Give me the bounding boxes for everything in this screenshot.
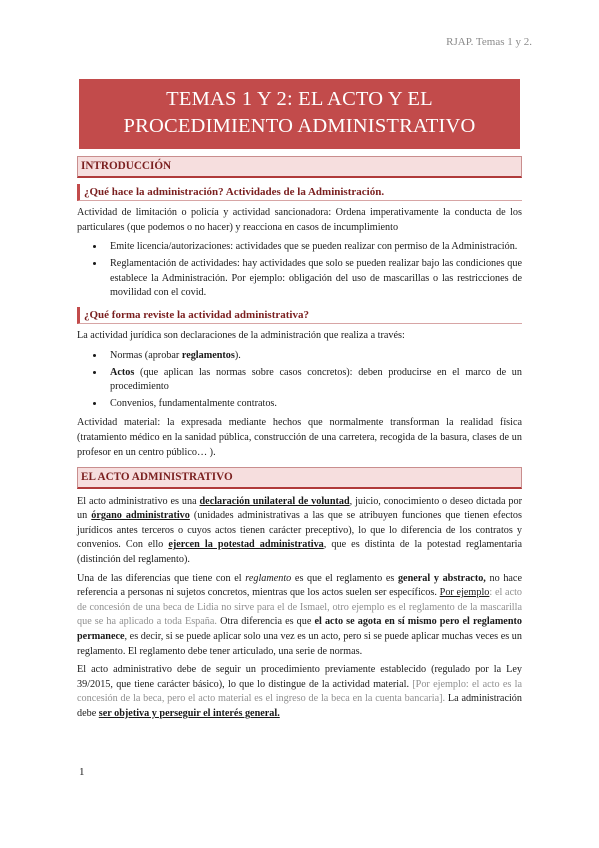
list-item: • Reglamentación de actividades: hay actividades que solo se pueden realizar bajo las condiciones que establece la Administración. Por ejemplo: obligación del uso de mascarillas o las restricciones de movilidad con el covid. [105,256,522,301]
page-number: 1 [79,766,85,778]
paragraph-definicion-acto: El acto administrativo es una declaración unilateral de voluntad, juicio, conocimiento o deseo dictada por un órgano administrativo (unidades administrativas a las que se atribuyen funciones que tienen efectos jurídicos antes terceros o cuyos actos tienen carácter preceptivo), lo que lo diferencia de los contratos y convenios. Con ello ejercen la potestad administrativa, que es distinta de la potestad reglamentaria (distinción del reglamento). [77,495,522,566]
list-item: • Normas (aprobar reglamentos). [105,348,522,364]
title-line-2: PROCEDIMIENTO ADMINISTRATIVO [123,115,476,137]
document-title [79,79,520,149]
paragraph-procedimiento: El acto administrativo debe de seguir un procedimiento previamente establecido (regulado por la Ley 39/2015, que tiene carácter básico), lo que lo distingue de la actividad material. [Por ejemplo: el acto es la concesión de la beca, pero el acto material es el ingreso de la beca en la cuenta bancaria]. La administración debe ser objetiva y perseguir el interés general. [77,664,522,719]
list-actividad-juridica [77,348,522,411]
section-heading-acto: EL ACTO ADMINISTRATIVO [77,467,522,489]
subheading-que-hace: ¿Qué hace la administración? Actividades de la Administración. [77,184,522,202]
document-body [77,156,522,726]
list-item: • Actos (que aplican las normas sobre casos concretos): deben producirse en el marco de un procedimiento [105,365,522,395]
list-limitacion [77,239,522,300]
paragraph-diferencias-reglamento: Una de las diferencias que tiene con el reglamento es que el reglamento es general y abstracto, no hace referencia a personas ni sujetos concretos, mientras que los actos suelen ser específicos. Por ejemplo: el acto de concesión de una beca de Lidia no sirve para el de Ismael, otro ejemplo es el reglamento de la mascarilla que se ha aplicado a toda España. Otra diferencia es que el acto se agota en sí mismo pero el reglamento permanece, es decir, si se puede aplicar solo una vez es un acto, pero si se puede aplicar muchas veces es un reglamento. El reglamento debe tener articulado, una serie de normas. [77,572,523,657]
paragraph-limitacion: Actividad de limitación o policía y actividad sancionadora: Ordena imperativamente la conducta de los particulares (que podemos o no hacer) y reacciona en casos de incumplimiento [77,207,522,233]
list-item: • Emite licencia/autorizaciones: actividades que se pueden realizar con permiso de la Administración. [105,239,522,255]
list-item: • Convenios, fundamentalmente contratos. [105,396,522,412]
paragraph-actividad-material: Actividad material: la expresada mediante hechos que normalmente transforman la realidad física (tratamiento médico en la sanidad pública, construcción de una carretera, recogida de la basura, clases de un profesor en un centro público… ). [77,417,522,458]
section-heading-introduccion: INTRODUCCIÓN [77,156,522,178]
subheading-forma: ¿Qué forma reviste la actividad administrativa? [77,307,522,325]
title-line-1: TEMAS 1 Y 2: EL ACTO Y EL [166,88,433,110]
paragraph-actividad-juridica: La actividad jurídica son declaraciones de la administración que realiza a través: [77,330,405,342]
running-header: RJAP. Temas 1 y 2. [446,36,532,48]
